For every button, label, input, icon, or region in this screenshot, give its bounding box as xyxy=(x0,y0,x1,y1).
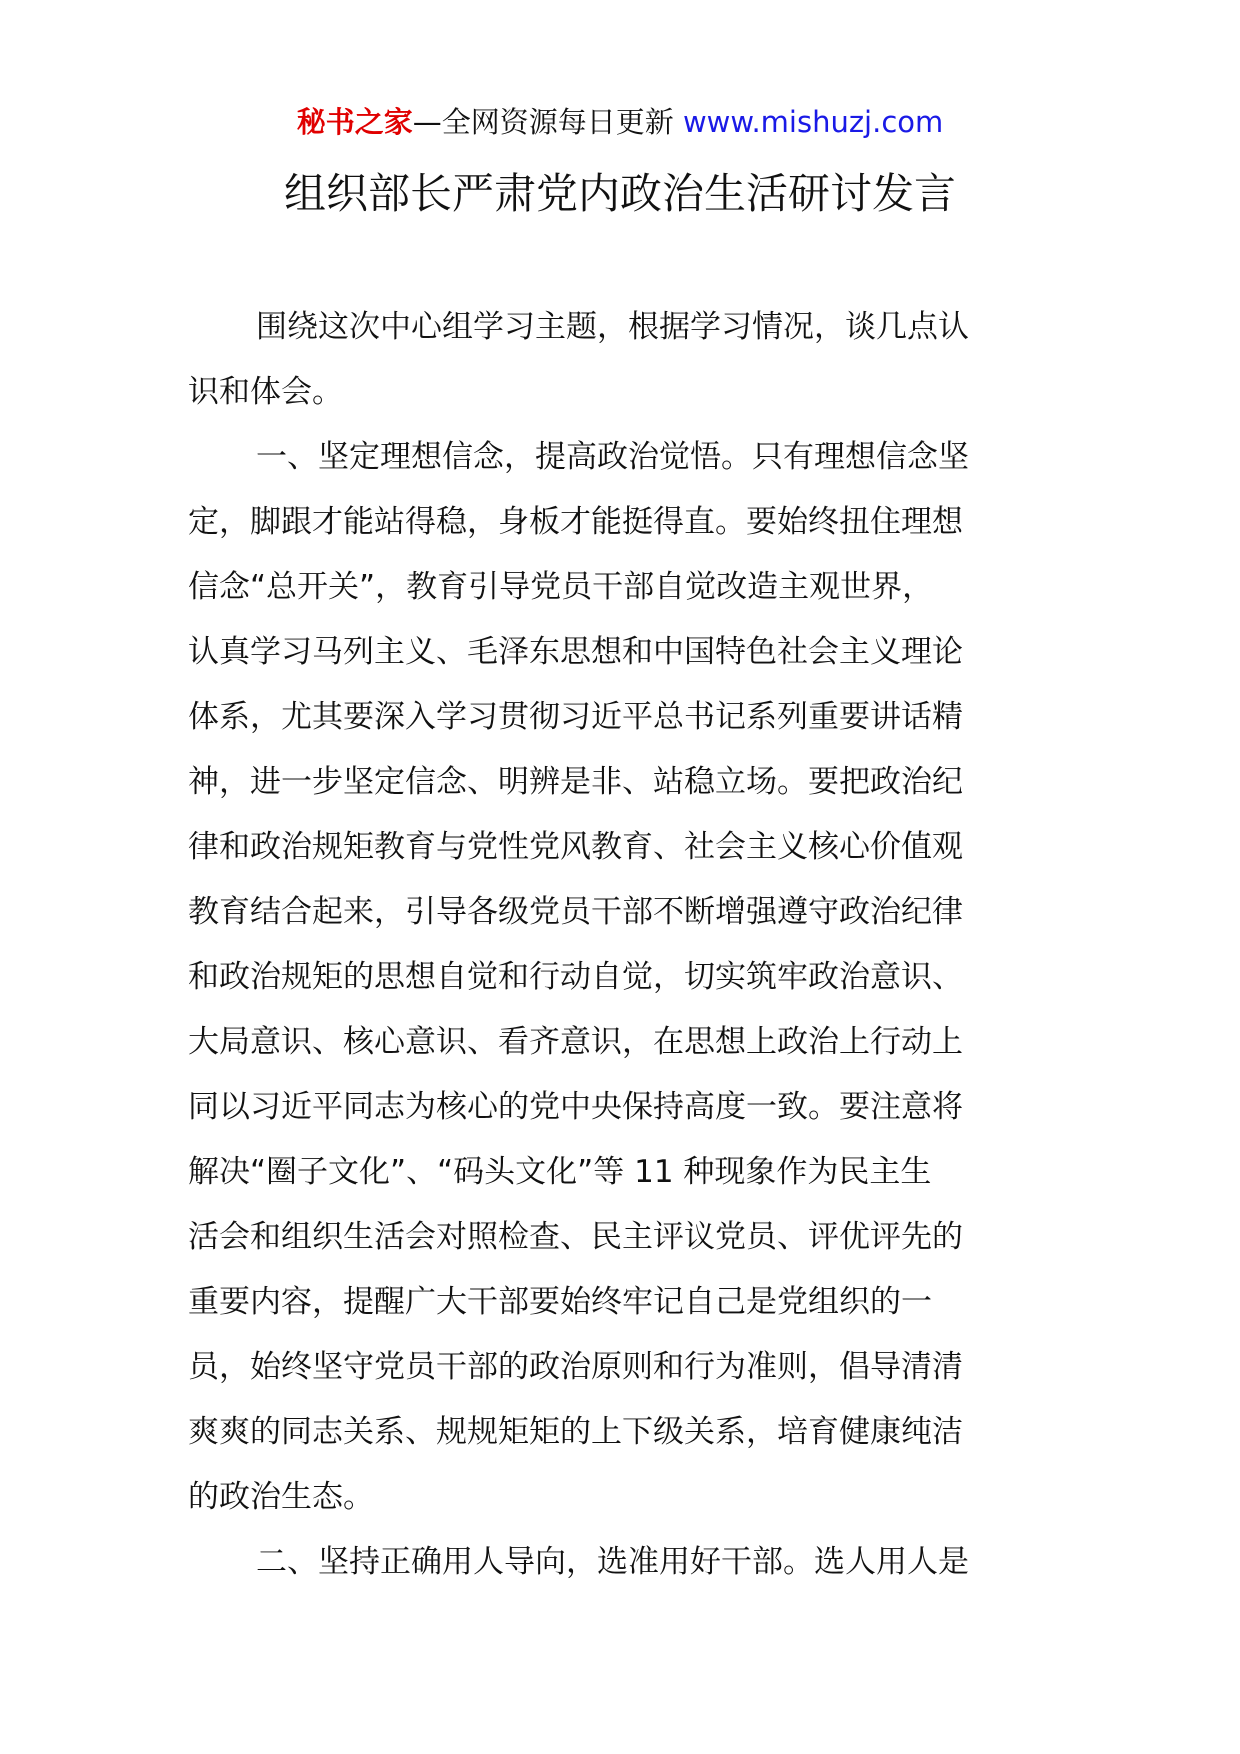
text-line: 教育结合起来，引导各级党员干部不断增强遵守政治纪律 xyxy=(188,894,963,930)
header-tagline: —全网资源每日更新 xyxy=(412,105,674,139)
text-line: 重要内容，提醒广大干部要始终牢记自己是党组织的一 xyxy=(188,1284,932,1320)
text-line: 同以习近平同志为核心的党中央保持高度一致。要注意将 xyxy=(188,1089,963,1125)
text-line: 爽爽的同志关系、规规矩矩的上下级关系，培育健康纯洁 xyxy=(188,1414,963,1450)
text-line: 定，脚跟才能站得稳，身板才能挺得直。要始终扭住理想 xyxy=(188,504,963,540)
text-line: 解决“圈子文化”、“码头文化”等 11 种现象作为民主生 xyxy=(188,1154,932,1190)
text-line: 员，始终坚守党员干部的政治原则和行为准则，倡导清清 xyxy=(188,1349,963,1385)
text-line: 一、坚定理想信念，提高政治觉悟。只有理想信念坚 xyxy=(256,439,969,475)
text-line: 律和政治规矩教育与党性党风教育、社会主义核心价值观 xyxy=(188,829,963,865)
text-line: 的政治生态。 xyxy=(188,1479,374,1515)
text-line: 认真学习马列主义、毛泽东思想和中国特色社会主义理论 xyxy=(188,634,963,670)
document-body xyxy=(188,295,1058,1595)
brand-name: 秘书之家 xyxy=(296,105,413,139)
text-line: 大局意识、核心意识、看齐意识，在思想上政治上行动上 xyxy=(188,1024,963,1060)
text-line: 围绕这次中心组学习主题，根据学习情况，谈几点认 xyxy=(256,309,969,345)
site-url-link[interactable]: www.mishuzj.com xyxy=(682,105,944,139)
text-line: 识和体会。 xyxy=(188,374,343,410)
site-header xyxy=(0,102,1240,142)
text-line: 体系，尤其要深入学习贯彻习近平总书记系列重要讲话精 xyxy=(188,699,963,735)
text-line: 和政治规矩的思想自觉和行动自觉，切实筑牢政治意识、 xyxy=(188,959,963,995)
text-line: 二、坚持正确用人导向，选准用好干部。选人用人是 xyxy=(256,1544,969,1580)
text-line: 信念“总开关”，教育引导党员干部自觉改造主观世界， xyxy=(188,569,934,605)
text-line: 活会和组织生活会对照检查、民主评议党员、评优评先的 xyxy=(188,1219,963,1255)
text-line: 神，进一步坚定信念、明辨是非、站稳立场。要把政治纪 xyxy=(188,764,963,800)
document-title: 组织部长严肃党内政治生活研讨发言 xyxy=(283,169,956,218)
